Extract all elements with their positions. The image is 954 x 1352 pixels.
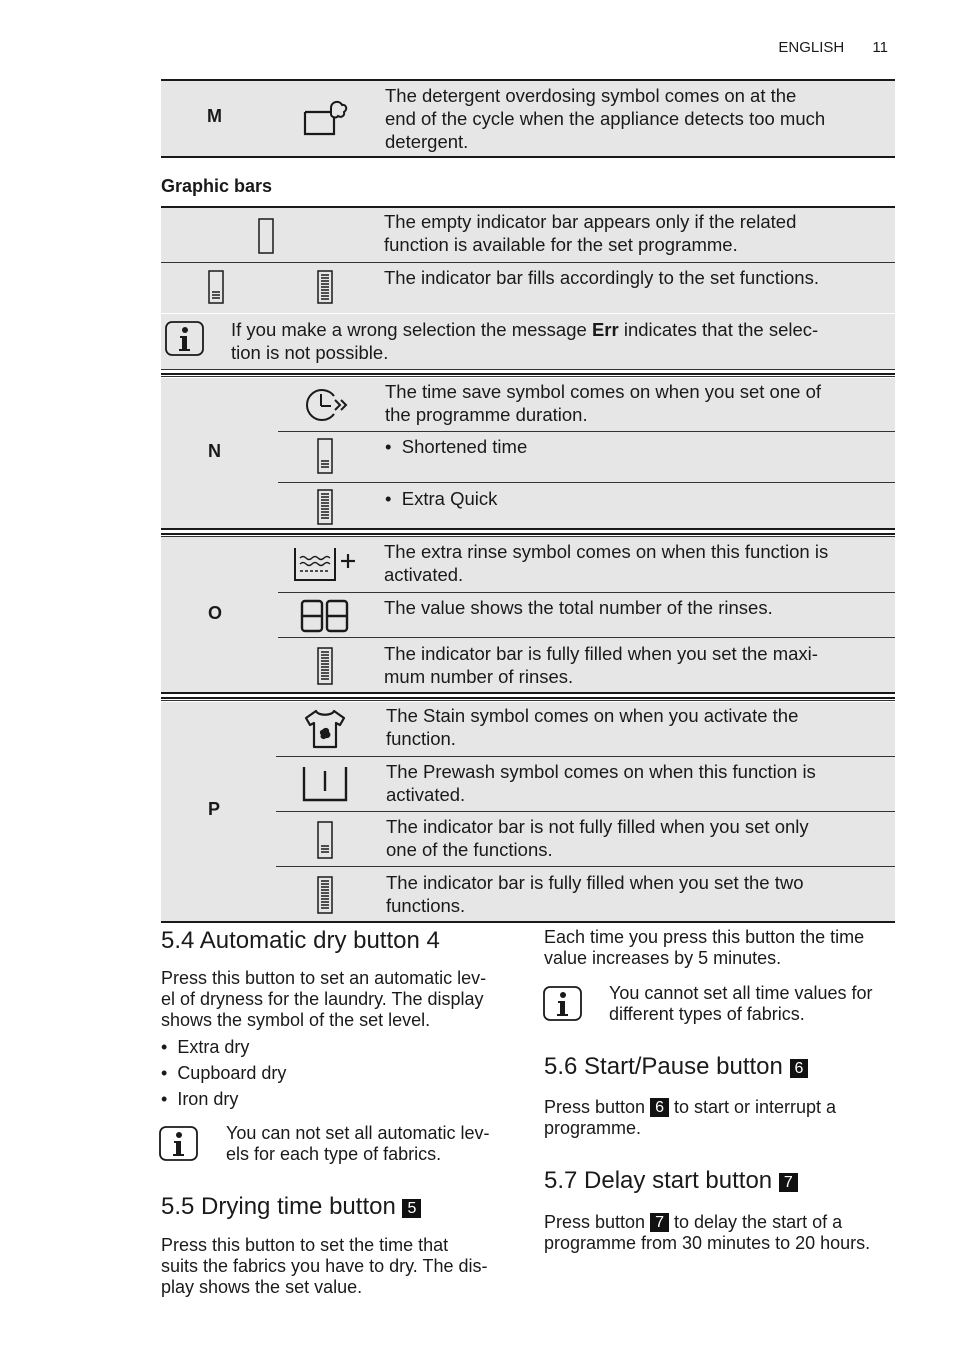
row-divider — [161, 376, 895, 377]
empty-indicator-bar-icon — [257, 217, 275, 255]
table-top-rule — [161, 373, 895, 375]
err-code: Err — [591, 319, 619, 340]
row-divider — [276, 756, 895, 757]
fill-bar-text: The indicator bar fills accordingly to the set functions. — [384, 267, 819, 288]
detergent-overdose-icon — [300, 98, 350, 138]
section-5-5-body: Press this button to set the time that suits the fabrics you have to dry. The dis- play shows the set value. — [161, 1235, 488, 1297]
list-item: • Cupboard dry — [161, 1063, 287, 1083]
section-5-7-body: Press button 7 to delay the start of a programme from 30 minutes to 20 hours. — [544, 1212, 871, 1253]
page-number: 11 — [872, 39, 888, 56]
graphic-bars-heading: Graphic bars — [161, 176, 273, 196]
extra-rinse-text: The extra rinse symbol comes on when this function is activated. — [384, 541, 829, 585]
row-divider — [161, 700, 895, 701]
info-icon — [158, 1124, 200, 1164]
full-indicator-bar-icon — [316, 875, 334, 915]
section-5-4-body: Press this button to set an automatic lev- el of dryness for the laundry. The display shows the symbol of the set level. — [161, 968, 487, 1030]
time-save-icon — [302, 386, 350, 424]
button-7-badge: 7 — [650, 1213, 669, 1232]
section-5-4-title: 5.4 Automatic dry button 4 — [161, 927, 440, 954]
full-indicator-bar-icon — [316, 646, 334, 686]
row-divider — [278, 592, 895, 593]
row-divider — [278, 637, 895, 638]
table-top-rule — [161, 533, 895, 535]
drying-time-note: You cannot set all time values for different types of fabrics. — [609, 983, 873, 1024]
row-label-o: O — [208, 603, 223, 623]
rinse-value-text: The value shows the total number of the rinses. — [384, 597, 773, 618]
stain-icon — [303, 708, 347, 750]
time-save-text: The time save symbol comes on when you set one of the programme duration. — [385, 381, 821, 425]
list-item: • Iron dry — [161, 1089, 239, 1109]
row-divider — [278, 431, 895, 432]
partial-indicator-bar-icon — [316, 437, 334, 475]
full-indicator-bar-icon — [316, 488, 334, 526]
stain-text: The Stain symbol comes on when you activate the function. — [386, 705, 799, 749]
button-5-badge: 5 — [402, 1199, 421, 1218]
info-icon — [164, 319, 206, 359]
table-rule — [161, 921, 895, 923]
row-divider — [278, 482, 895, 483]
row-label-n: N — [208, 441, 221, 461]
table-rule — [161, 692, 895, 694]
row-m-text: The detergent overdosing symbol comes on at the end of the cycle when the appliance detects too much detergent. — [385, 85, 826, 152]
section-5-6-body: Press button 6 to start or interrupt a programme. — [544, 1097, 837, 1138]
prewash-text: The Prewash symbol comes on when this function is activated. — [386, 761, 816, 805]
button-6-badge: 6 — [790, 1059, 809, 1078]
section-5-5-title: 5.5 Drying time button 5 — [161, 1193, 421, 1221]
list-item: • Extra Quick — [385, 488, 498, 509]
full-bar-text: The indicator bar is fully filled when you set the two functions. — [386, 872, 804, 916]
prewash-icon — [301, 763, 349, 803]
row-divider — [276, 866, 895, 867]
full-indicator-bar-icon — [316, 269, 334, 305]
list-item: • Extra dry — [161, 1037, 250, 1057]
rinse-count-display-icon — [299, 598, 351, 634]
language-label: ENGLISH — [778, 39, 845, 56]
partial-indicator-bar-icon — [316, 820, 334, 860]
section-5-7-title: 5.7 Delay start button 7 — [544, 1167, 798, 1195]
row-divider — [161, 369, 895, 370]
extra-rinse-icon — [292, 544, 358, 584]
row-label-m: M — [207, 106, 222, 126]
table-rule — [161, 528, 895, 530]
button-6-badge: 6 — [650, 1098, 669, 1117]
row-divider — [161, 536, 895, 537]
row-divider — [276, 811, 895, 812]
drying-time-body: Each time you press this button the time value increases by 5 minutes. — [544, 927, 865, 968]
info-err-text: If you make a wrong selection the message Err indicates that the selec- tion is not possible. — [231, 319, 819, 363]
section-5-4-note: You can not set all automatic lev- els for each type of fabrics. — [226, 1123, 490, 1164]
table-rule — [161, 156, 895, 158]
row-label-p: P — [208, 799, 221, 819]
list-item: • Shortened time — [385, 436, 528, 457]
partial-bar-text: The indicator bar is not fully filled when you set only one of the functions. — [386, 816, 809, 860]
page-header — [754, 39, 888, 56]
section-5-6-title: 5.6 Start/Pause button 6 — [544, 1053, 808, 1081]
partial-indicator-bar-icon — [207, 269, 225, 305]
empty-bar-text: The empty indicator bar appears only if the related function is available for the set programme. — [384, 211, 797, 255]
rinse-bar-text: The indicator bar is fully filled when you set the maxi- mum number of rinses. — [384, 643, 818, 687]
info-icon — [542, 984, 584, 1024]
button-7-badge: 7 — [779, 1173, 798, 1192]
table-top-rule — [161, 697, 895, 699]
